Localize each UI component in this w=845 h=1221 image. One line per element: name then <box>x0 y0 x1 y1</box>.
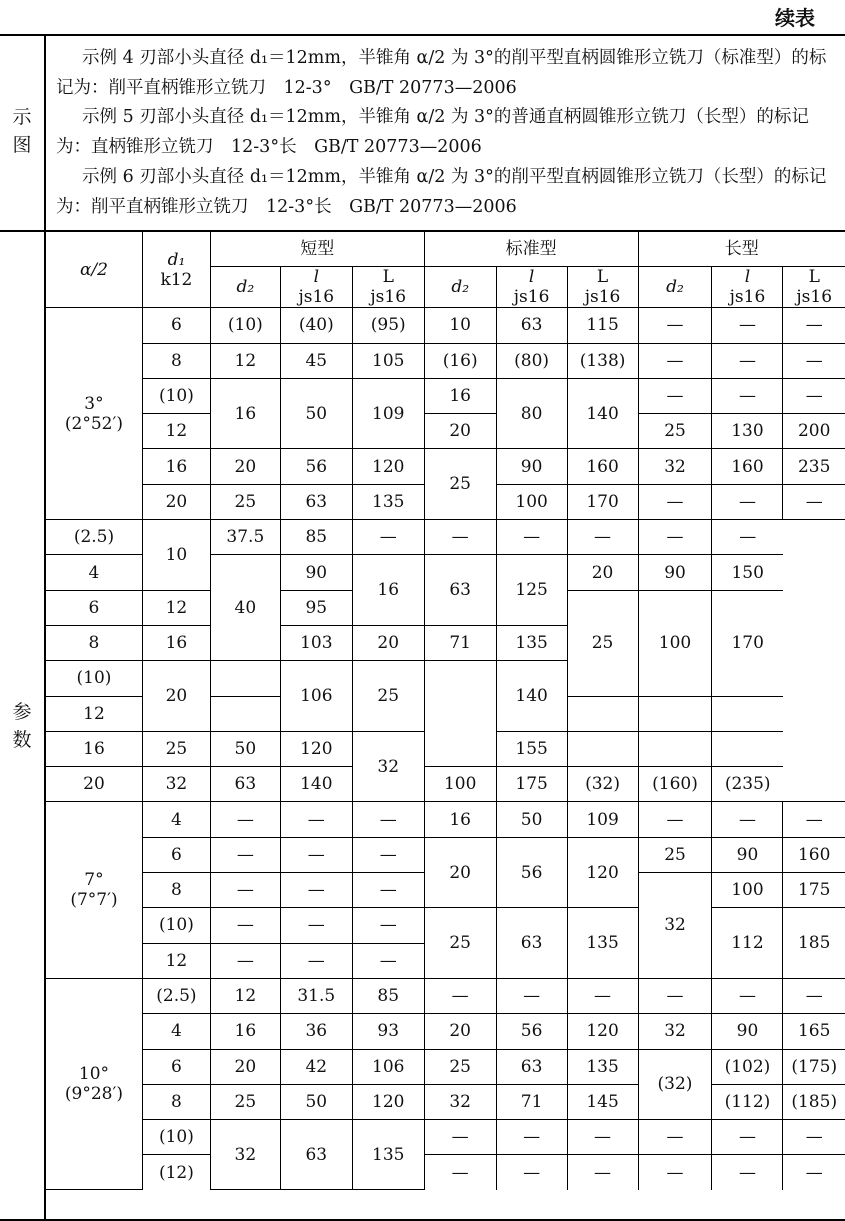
cell-std-d2: — <box>424 978 496 1013</box>
cell-long-l: — <box>712 978 783 1013</box>
cell-long-L: — <box>783 802 845 837</box>
cell-d1: 6 <box>142 837 210 872</box>
cell-long-L: (185) <box>783 1084 845 1119</box>
subheader-d2: d₂ <box>424 267 496 308</box>
cell-long-l: (160) <box>638 767 712 802</box>
subheader-l: l js16 <box>280 267 352 308</box>
cell-short-l: — <box>280 873 352 908</box>
cell-long-L <box>712 731 783 766</box>
cell-std-l: 71 <box>496 1084 567 1119</box>
cell-std-L: 160 <box>567 449 638 484</box>
cell-short-d2: — <box>210 908 280 943</box>
cell-long-L: 235 <box>783 449 845 484</box>
cell-std-L: 170 <box>567 484 638 519</box>
cell-short-l: — <box>280 802 352 837</box>
header-standard-type: 标准型 <box>424 232 638 267</box>
table-row <box>46 767 845 802</box>
cell-long-l: 90 <box>638 555 712 590</box>
cell-short-d2: 16 <box>142 625 210 660</box>
subheader-d2: d₂ <box>210 267 280 308</box>
example-4: 示例 4 刃部小头直径 d₁＝12mm，半锥角 α/2 为 3°的削平型直柄圆锥形立铣刀（标准型）的标记为：削平直柄锥形立铣刀 12-3° GB/T 20773—2006 <box>56 48 827 98</box>
cell-std-L: 115 <box>567 308 638 343</box>
cell-std-l: 100 <box>424 767 496 802</box>
subheader-L: L js16 <box>783 267 845 308</box>
cell-d1: (10) <box>142 908 210 943</box>
cell-long-L <box>712 696 783 731</box>
cell-short-L: 120 <box>352 1084 424 1119</box>
cell-short-L: — <box>352 943 424 978</box>
cell-std-d2: 32 <box>352 731 424 802</box>
cell-short-L: 93 <box>352 1014 424 1049</box>
cell-std-L: 145 <box>567 1084 638 1119</box>
cell-short-L: 105 <box>352 343 424 378</box>
cell-d1: (2.5) <box>46 520 143 555</box>
cell-short-d2: — <box>210 873 280 908</box>
header-long-type: 长型 <box>638 232 845 267</box>
cell-short-d2: 12 <box>210 978 280 1013</box>
cell-std-l: — <box>496 1155 567 1190</box>
cell-std-l: 63 <box>496 908 567 979</box>
table-row <box>46 308 845 343</box>
cell-short-d2: 10 <box>142 520 210 591</box>
cell-long-L: — <box>783 978 845 1013</box>
cell-short-L: 106 <box>352 1049 424 1084</box>
cell-short-l: 50 <box>280 378 352 449</box>
cell-short-l <box>210 661 280 696</box>
cell-long-l: 100 <box>712 873 783 908</box>
table-row <box>46 449 845 484</box>
continued-label: 续表 <box>775 6 815 30</box>
cell-short-L: 135 <box>352 484 424 519</box>
header-short-type: 短型 <box>210 232 424 267</box>
cell-std-l: 63 <box>496 308 567 343</box>
table-row <box>46 978 845 1013</box>
cell-long-d2: 25 <box>638 837 712 872</box>
cell-short-l: 40 <box>210 555 280 661</box>
diagram-section-label: 示 图 <box>12 106 32 156</box>
cell-short-L: (95) <box>352 308 424 343</box>
cell-long-l: 130 <box>712 414 783 449</box>
cell-std-L: — <box>496 520 567 555</box>
cell-std-l: 56 <box>496 1014 567 1049</box>
cell-short-d2: 25 <box>142 731 210 766</box>
subheader-L: L js16 <box>352 267 424 308</box>
cell-long-L: — <box>783 1155 845 1190</box>
cell-long-d2: — <box>638 1120 712 1155</box>
cell-long-l: — <box>712 308 783 343</box>
cell-long-d2 <box>567 731 638 766</box>
cell-long-d2: (32) <box>567 767 638 802</box>
cell-std-l: 50 <box>496 802 567 837</box>
alpha-cell: 7° (7°7′) <box>46 802 143 978</box>
cell-long-l: — <box>712 1120 783 1155</box>
cell-std-l: 80 <box>496 378 567 449</box>
alpha-cell: 3° (2°52′) <box>46 308 143 520</box>
cell-short-l: 37.5 <box>210 520 280 555</box>
cell-long-l: — <box>638 520 712 555</box>
cell-short-l: — <box>280 908 352 943</box>
cell-short-d2: 20 <box>210 449 280 484</box>
cell-std-d2: — <box>424 1120 496 1155</box>
cell-std-L: — <box>567 978 638 1013</box>
cell-short-l: 50 <box>210 731 280 766</box>
header-d1: d₁ k12 <box>142 232 210 308</box>
cell-std-L: 140 <box>496 661 567 732</box>
subheader-L: L js16 <box>567 267 638 308</box>
table-row <box>46 1155 845 1190</box>
cell-d1: 4 <box>142 1014 210 1049</box>
cell-std-l: — <box>496 1120 567 1155</box>
cell-d1: 4 <box>142 802 210 837</box>
cell-long-l: — <box>712 1155 783 1190</box>
cell-std-L: (138) <box>567 343 638 378</box>
cell-long-d2: 25 <box>638 414 712 449</box>
subheader-l: l js16 <box>712 267 783 308</box>
example-5: 示例 5 刃部小头直径 d₁＝12mm，半锥角 α/2 为 3°的普通直柄圆锥形立铣刀（长型）的标记为：直柄锥形立铣刀 12-3°长 GB/T 20773—2006 <box>56 107 809 158</box>
cell-d1: 16 <box>46 731 143 766</box>
cell-short-L: 103 <box>280 625 352 660</box>
cell-short-d2: 32 <box>210 1120 280 1190</box>
cell-std-d2: — <box>352 520 424 555</box>
example-6: 示例 6 刃部小头直径 d₁＝12mm，半锥角 α/2 为 3°的削平型直柄圆锥形立铣刀（长型）的标记为：削平直柄锥形立铣刀 12-3°长 GB/T 20773—2006 <box>56 166 827 217</box>
cell-std-l <box>424 661 496 767</box>
cell-short-l: 31.5 <box>280 978 352 1013</box>
cell-std-L: 140 <box>567 378 638 449</box>
cell-short-d2: (10) <box>210 308 280 343</box>
table-row <box>46 837 845 872</box>
cell-d1: 6 <box>46 590 143 625</box>
cell-long-L: 150 <box>712 555 783 590</box>
cell-long-d2: — <box>638 308 712 343</box>
cell-long-l: — <box>712 343 783 378</box>
cell-std-d2: 25 <box>352 661 424 732</box>
cell-short-L: 109 <box>352 378 424 449</box>
params-section-label: 参 数 <box>12 701 32 751</box>
cell-d1: (10) <box>46 661 143 696</box>
cell-short-L: 140 <box>280 767 352 802</box>
cell-long-L: (175) <box>783 1049 845 1084</box>
cell-short-l: 45 <box>280 343 352 378</box>
cell-std-d2: 20 <box>424 414 496 449</box>
alpha-cell: 10° (9°28′) <box>46 978 143 1189</box>
cell-long-L: — <box>712 520 783 555</box>
cell-d1: 8 <box>142 1084 210 1119</box>
cell-short-L: — <box>352 837 424 872</box>
cell-long-L: (235) <box>712 767 783 802</box>
cell-std-L: 155 <box>496 731 567 766</box>
cell-d1: (10) <box>142 1120 210 1155</box>
cell-short-L: — <box>352 908 424 943</box>
cell-long-d2: 32 <box>638 873 712 979</box>
cell-d1: 8 <box>142 873 210 908</box>
cell-short-d2: 16 <box>210 378 280 449</box>
table-row <box>46 802 845 837</box>
cell-long-L: 160 <box>783 837 845 872</box>
cell-d1: 12 <box>46 696 143 731</box>
cell-short-L: 120 <box>280 731 352 766</box>
cell-long-l <box>638 696 712 731</box>
table-row <box>46 414 845 449</box>
cell-std-d2: 25 <box>424 1049 496 1084</box>
cell-std-L: 135 <box>567 1049 638 1084</box>
cell-long-d2: 20 <box>567 555 638 590</box>
cell-d1: (2.5) <box>142 978 210 1013</box>
cell-std-d2: 16 <box>424 802 496 837</box>
cell-long-L: 165 <box>783 1014 845 1049</box>
cell-short-d2: — <box>210 943 280 978</box>
cell-d1: 4 <box>46 555 143 590</box>
cell-long-d2: 25 <box>567 590 638 696</box>
cell-d1: 8 <box>142 343 210 378</box>
cell-std-d2: 25 <box>424 908 496 979</box>
cell-std-L: 125 <box>496 555 567 626</box>
cell-short-d2: 20 <box>142 661 210 732</box>
cell-short-d2: 12 <box>142 590 210 625</box>
table-row <box>46 1049 845 1084</box>
cell-std-L: 120 <box>567 1014 638 1049</box>
cell-d1: (12) <box>142 1155 210 1190</box>
cell-short-l: (40) <box>280 308 352 343</box>
cell-d1: 6 <box>142 1049 210 1084</box>
cell-long-d2 <box>567 696 638 731</box>
cell-long-d2: — <box>567 520 638 555</box>
parameter-table <box>45 232 845 1190</box>
cell-std-d2: 20 <box>424 1014 496 1049</box>
cell-short-l: 56 <box>280 449 352 484</box>
cell-std-L: 135 <box>496 625 567 660</box>
cell-std-L: — <box>567 1120 638 1155</box>
cell-std-L: 109 <box>567 802 638 837</box>
cell-short-d2: 25 <box>210 484 280 519</box>
cell-short-L: 95 <box>280 590 352 625</box>
cell-short-L: 106 <box>280 661 352 732</box>
cell-std-d2: 32 <box>424 1084 496 1119</box>
cell-std-d2: 16 <box>352 555 424 626</box>
cell-short-l: 63 <box>280 1120 352 1190</box>
cell-long-d2: 32 <box>638 1014 712 1049</box>
cell-std-l: 71 <box>424 625 496 660</box>
cell-std-L: 175 <box>496 767 567 802</box>
cell-long-d2: 32 <box>638 449 712 484</box>
cell-d1: 16 <box>142 449 210 484</box>
cell-long-L: 175 <box>783 873 845 908</box>
table-row <box>46 378 845 413</box>
cell-long-d2: — <box>638 1155 712 1190</box>
cell-short-L: — <box>352 802 424 837</box>
cell-std-L: — <box>567 1155 638 1190</box>
cell-long-d2: — <box>638 802 712 837</box>
cell-short-l: 63 <box>210 767 280 802</box>
cell-std-l: — <box>424 520 496 555</box>
cell-long-L: — <box>783 343 845 378</box>
cell-long-l: — <box>712 378 783 413</box>
cell-d1: 20 <box>142 484 210 519</box>
cell-short-d2: 20 <box>210 1049 280 1084</box>
cell-short-l: — <box>280 943 352 978</box>
cell-long-L: — <box>783 1120 845 1155</box>
cell-short-d2: 12 <box>210 343 280 378</box>
cell-long-l: 90 <box>712 1014 783 1049</box>
cell-short-L: — <box>352 873 424 908</box>
cell-long-d2: (32) <box>638 1049 712 1120</box>
cell-std-d2: 25 <box>424 449 496 520</box>
cell-short-d2: 16 <box>210 1014 280 1049</box>
cell-short-L: 90 <box>280 555 352 590</box>
table-row <box>46 1120 845 1155</box>
cell-std-L: 135 <box>567 908 638 979</box>
cell-std-d2: 20 <box>424 837 496 908</box>
cell-long-L: 200 <box>783 414 845 449</box>
cell-short-L: 85 <box>352 978 424 1013</box>
subheader-l: l js16 <box>496 267 567 308</box>
cell-short-d2: 32 <box>142 767 210 802</box>
cell-std-l: (80) <box>496 343 567 378</box>
cell-long-d2: — <box>638 978 712 1013</box>
table-row <box>46 908 845 943</box>
cell-long-d2: — <box>638 484 712 519</box>
cell-std-L: 120 <box>567 837 638 908</box>
cell-short-d2: — <box>210 837 280 872</box>
cell-std-l: 63 <box>496 1049 567 1084</box>
cell-short-l <box>210 696 280 731</box>
cell-short-L: 135 <box>352 1120 424 1190</box>
cell-short-l: 50 <box>280 1084 352 1119</box>
cell-short-L: 120 <box>352 449 424 484</box>
cell-long-l: 112 <box>712 908 783 979</box>
table-row <box>46 343 845 378</box>
cell-std-d2: — <box>424 1155 496 1190</box>
cell-short-L: 85 <box>280 520 352 555</box>
cell-std-l: 56 <box>496 837 567 908</box>
cell-long-l: — <box>712 484 783 519</box>
cell-std-d2: 16 <box>424 378 496 413</box>
cell-std-l: 90 <box>496 449 567 484</box>
cell-short-d2: — <box>210 802 280 837</box>
cell-long-d2: — <box>638 343 712 378</box>
table-row <box>46 520 845 555</box>
cell-short-l: 63 <box>280 484 352 519</box>
cell-std-l: 100 <box>496 484 567 519</box>
cell-long-l <box>638 731 712 766</box>
cell-short-l: — <box>280 837 352 872</box>
cell-long-l: (102) <box>712 1049 783 1084</box>
cell-std-d2: 10 <box>424 308 496 343</box>
cell-std-l: 63 <box>424 555 496 626</box>
cell-d1: 6 <box>142 308 210 343</box>
cell-short-l: 36 <box>280 1014 352 1049</box>
cell-std-d2: (16) <box>424 343 496 378</box>
header-alpha: α/2 <box>46 232 143 308</box>
cell-long-l: 100 <box>638 590 712 696</box>
subheader-d2: d₂ <box>638 267 712 308</box>
table-row <box>46 1084 845 1119</box>
cell-d1: 20 <box>46 767 143 802</box>
marking-examples <box>46 36 845 231</box>
cell-long-l: 90 <box>712 837 783 872</box>
cell-std-d2: 20 <box>352 625 424 660</box>
cell-d1: 8 <box>46 625 143 660</box>
cell-long-L: 170 <box>712 590 783 696</box>
cell-short-l: 42 <box>280 1049 352 1084</box>
cell-long-L: 185 <box>783 908 845 979</box>
table-row <box>46 1014 845 1049</box>
cell-long-l: (112) <box>712 1084 783 1119</box>
cell-d1: 12 <box>142 414 210 449</box>
cell-d1: 12 <box>142 943 210 978</box>
cell-long-L: — <box>783 308 845 343</box>
cell-std-l: — <box>496 978 567 1013</box>
cell-short-d2: 25 <box>210 1084 280 1119</box>
cell-long-d2: — <box>638 378 712 413</box>
cell-long-L: — <box>783 484 845 519</box>
cell-long-l: — <box>712 802 783 837</box>
cell-long-L: — <box>783 378 845 413</box>
cell-d1: (10) <box>142 378 210 413</box>
cell-long-l: 160 <box>712 449 783 484</box>
